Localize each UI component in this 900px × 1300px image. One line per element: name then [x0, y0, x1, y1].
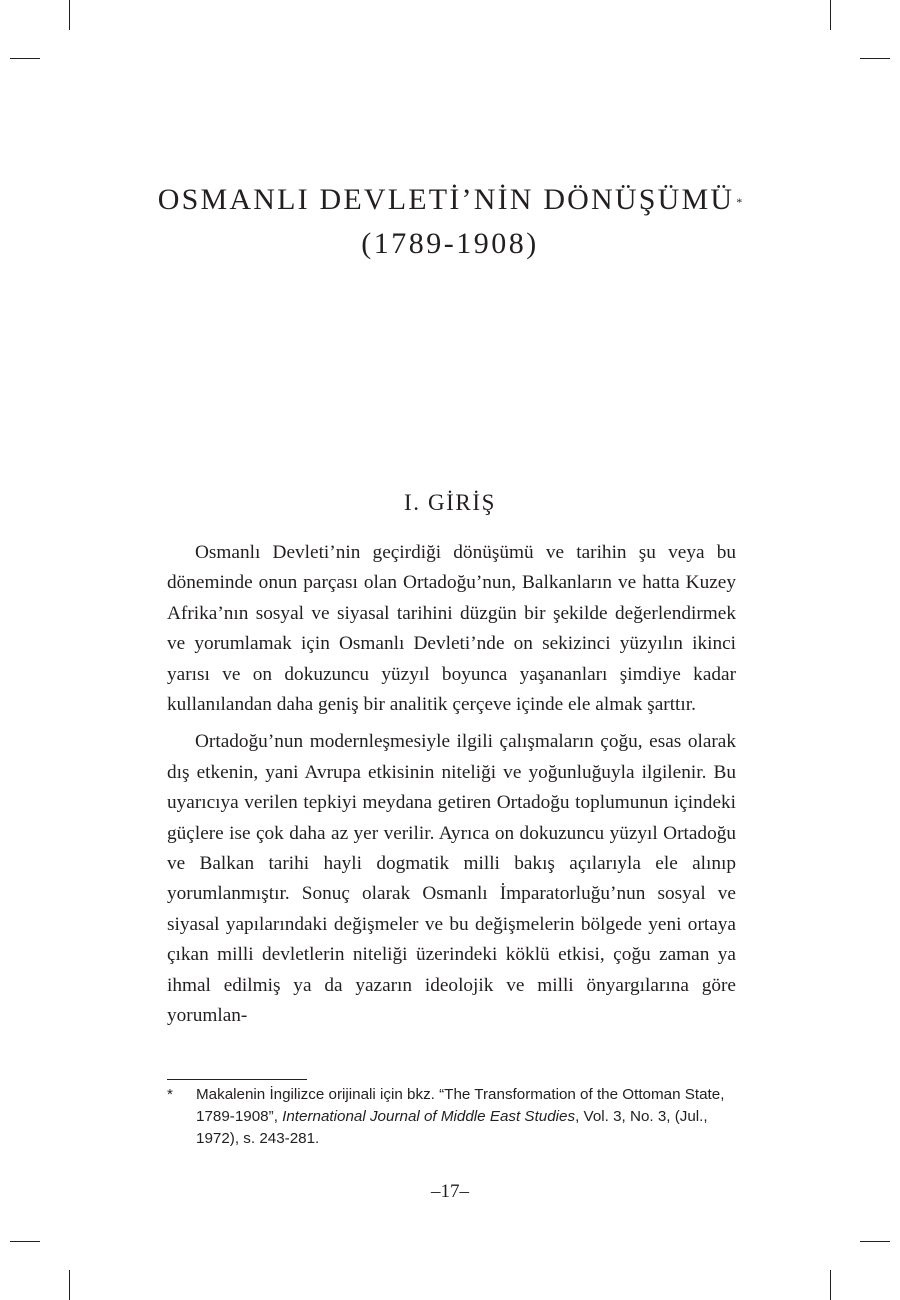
footnote-reference[interactable]: *: [736, 195, 743, 210]
chapter-title: [0, 178, 900, 266]
crop-mark: [830, 0, 831, 30]
crop-mark: [10, 1241, 40, 1242]
crop-mark: [830, 1270, 831, 1300]
crop-mark: [860, 1241, 890, 1242]
footnote: [167, 1084, 737, 1150]
crop-mark: [10, 58, 40, 59]
crop-mark: [69, 1270, 70, 1300]
section-heading: I. GİRİŞ: [403, 490, 497, 515]
crop-mark: [860, 58, 890, 59]
paragraph: Osmanlı Devleti’nin geçirdiği dönüşümü ve tarihin şu veya bu döneminde onun parçası olan Ortadoğu’nun, Balkanların ve hatta Kuzey Afrika’nın sosyal ve siyasal tarihini düzgün bir şekilde değerlendirmek ve yorumlamak için Osmanlı Devleti’nde on sekizinci yüzyılın ikinci yarısı ve on dokuzuncu yüzyıl boyunca yaşananları şimdiye kadar kullanılandan daha geniş bir analitik çerçeve içinde ele almak şarttır.: [167, 542, 736, 716]
body-text: [167, 538, 736, 1039]
journal-title: International Journal of Middle East Studies: [282, 1108, 576, 1125]
chapter-title-text: OSMANLI DEVLETİ’NİN DÖNÜŞÜMÜ: [157, 183, 735, 217]
footnote-text: [196, 1084, 737, 1150]
paragraph: Ortadoğu’nun modernleşmesiyle ilgili çalışmaların çoğu, esas olarak dış etkenin, yani Avrupa etkisinin niteliği ve yoğunluğuyla ilgilenir. Bu uyarıcıya verilen tepkiyi meydana getiren Ortadoğu toplumunun içindeki güçlere ise çok daha az yer verilir. Ayrıca on dokuzuncu yüzyıl Ortadoğu ve Balkan tarihi hayli dogmatik milli bakış açılarıyla ele alınıp yorumlanmıştır. Sonuç olarak Osmanlı İmparatorluğu’nun sosyal ve siyasal yapılarındaki değişmeler ve bu değişmelerin bölgede yeni ortaya çıkan milli devletlerin niteliği üzerindeki köklü etkisi, çoğu zaman ya ihmal edilmiş ya da yazarın ideolojik ve milli önyargılarına göre yorumlan-: [167, 731, 736, 1027]
footnote-text-end: , Vol. 3, No. 3, (Jul., 1972), s. 243-281.: [196, 1108, 708, 1147]
footnote-marker: *: [167, 1086, 173, 1103]
page-number: –17–: [431, 1181, 469, 1202]
chapter-title-line: [0, 178, 900, 222]
footnote-text-start: Makalenin İngilizce orijinali için bkz. “The Transformation of the Ottoman State, 1789-1908”,: [196, 1086, 725, 1125]
chapter-title-dates: (1789-1908): [361, 227, 539, 261]
footnote-separator: [167, 1079, 307, 1080]
crop-mark: [69, 0, 70, 30]
